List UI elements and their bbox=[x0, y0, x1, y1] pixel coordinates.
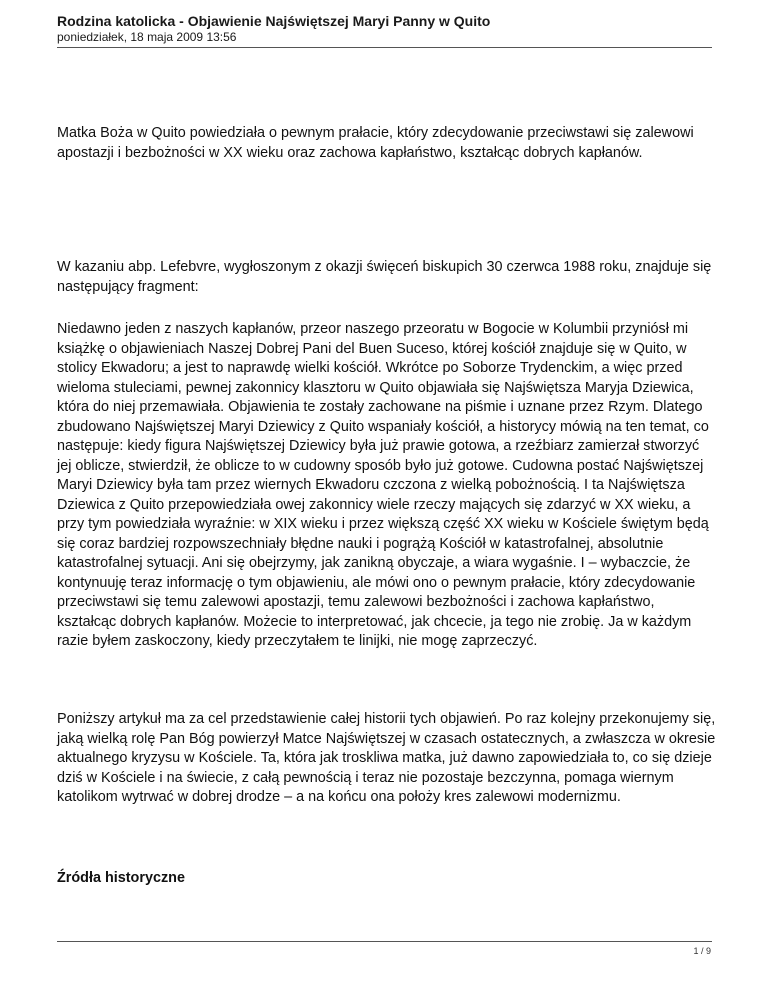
document-title: Rodzina katolicka - Objawienie Najświętszej Maryi Panny w Quito bbox=[57, 13, 491, 29]
paragraph-2: W kazaniu abp. Lefebvre, wygłoszonym z okazji święceń biskupich 30 czerwca 1988 roku, znajduje się następujący fragment: bbox=[57, 259, 712, 295]
paragraph-3: Niedawno jeden z naszych kapłanów, przeor naszego przeoratu w Bogocie w Kolumbii przyniósł mi książkę o objawieniach Naszej Dobrej Pani del Buen Suceso, której kościół znajduje się w Quito, w stolicy Ekwadoru; a jest to naprawdę wielki kościół. Wkrótce po Soborze Trydenckim, a więc przed wieloma stuleciami, pewnej zakonnicy klasztoru w Quito objawiała się Najświętsza Maryja Dziewica, która do niej przemawiała. Objawienia te zostały zachowane na piśmie i uznane przez Rzym. Dlatego zbudowano Najświętszej Maryi Dziewicy z Quito wspaniały kościół, a historycy mówią na ten temat, co następuje: kiedy figura Najświętszej Dziewicy była już prawie gotowa, a rzeźbiarz zamierzał stworzyć jej oblicze, stwierdził, że oblicze to w cudowny sposób było już gotowe. Cudowna postać Najświętszej Maryi Dziewicy była tam przez wiernych Ekwadoru czczona z wielką pobożnością. I ta Najświętsza Dziewica z Quito przepowiedziała owej zakonnicy wiele rzeczy mających się zdarzyć w XX wieku, a przy tym powiedziała wyraźnie: w XIX wieku i przez większą część XX wieku w Kościele świętym będą się coraz bardziej rozpowszechniały błędne nauki i pogrążą Kościół w katastrofalnej, absolutnie katastrofalnej sytuacji. Ani się obejrzymy, jak zanikną obyczaje, a wiara wygaśnie. I – wybaczcie, że kontynuuję teraz informację o tym objawieniu, ale mówi ono o pewnym prałacie, który zdecydowanie przeciwstawi się temu zalewowi apostazji, temu zalewowi bezbożności i zachowa kapłaństwo, kształcąc dobrych kapłanów. Możecie to interpretować, jak chcecie, ja tego nie zrobię. Ja w każdym razie byłem zaskoczony, kiedy przeczytałem te linijki, nie mogę zaprzeczyć. bbox=[57, 321, 709, 649]
paragraph-4: Poniższy artykuł ma za cel przedstawienie całej historii tych objawień. Po raz kolejny przekonujemy się, jaką wielką rolę Pan Bóg powierzył Matce Najświętszej w czasach ostatecznych, a zwłaszcza w okresie aktualnego kryzysu w Kościele. Ta, która jak troskliwa matka, już dawno zapowiedziała to, co się dzieje dziś w Kościele i na świecie, z całą pewnością i teraz nie pozostaje bezczynna, pomaga wiernym katolikom wytrwać w dobrej drodze – a na końcu ona położy kres zalewowi modernizmu. bbox=[57, 711, 716, 805]
header-divider bbox=[57, 47, 712, 48]
footer-divider bbox=[57, 941, 712, 942]
document-date: poniedziałek, 18 maja 2009 13:56 bbox=[57, 30, 237, 44]
page-number: 1 / 9 bbox=[693, 946, 711, 956]
section-heading: Źródła historyczne bbox=[57, 870, 185, 886]
paragraph-1: Matka Boża w Quito powiedziała o pewnym prałacie, który zdecydowanie przeciwstawi się zalewowi apostazji i bezbożności w XX wieku oraz zachowa kapłaństwo, kształcąc dobrych kapłanów. bbox=[57, 125, 694, 161]
document-header bbox=[57, 13, 711, 45]
